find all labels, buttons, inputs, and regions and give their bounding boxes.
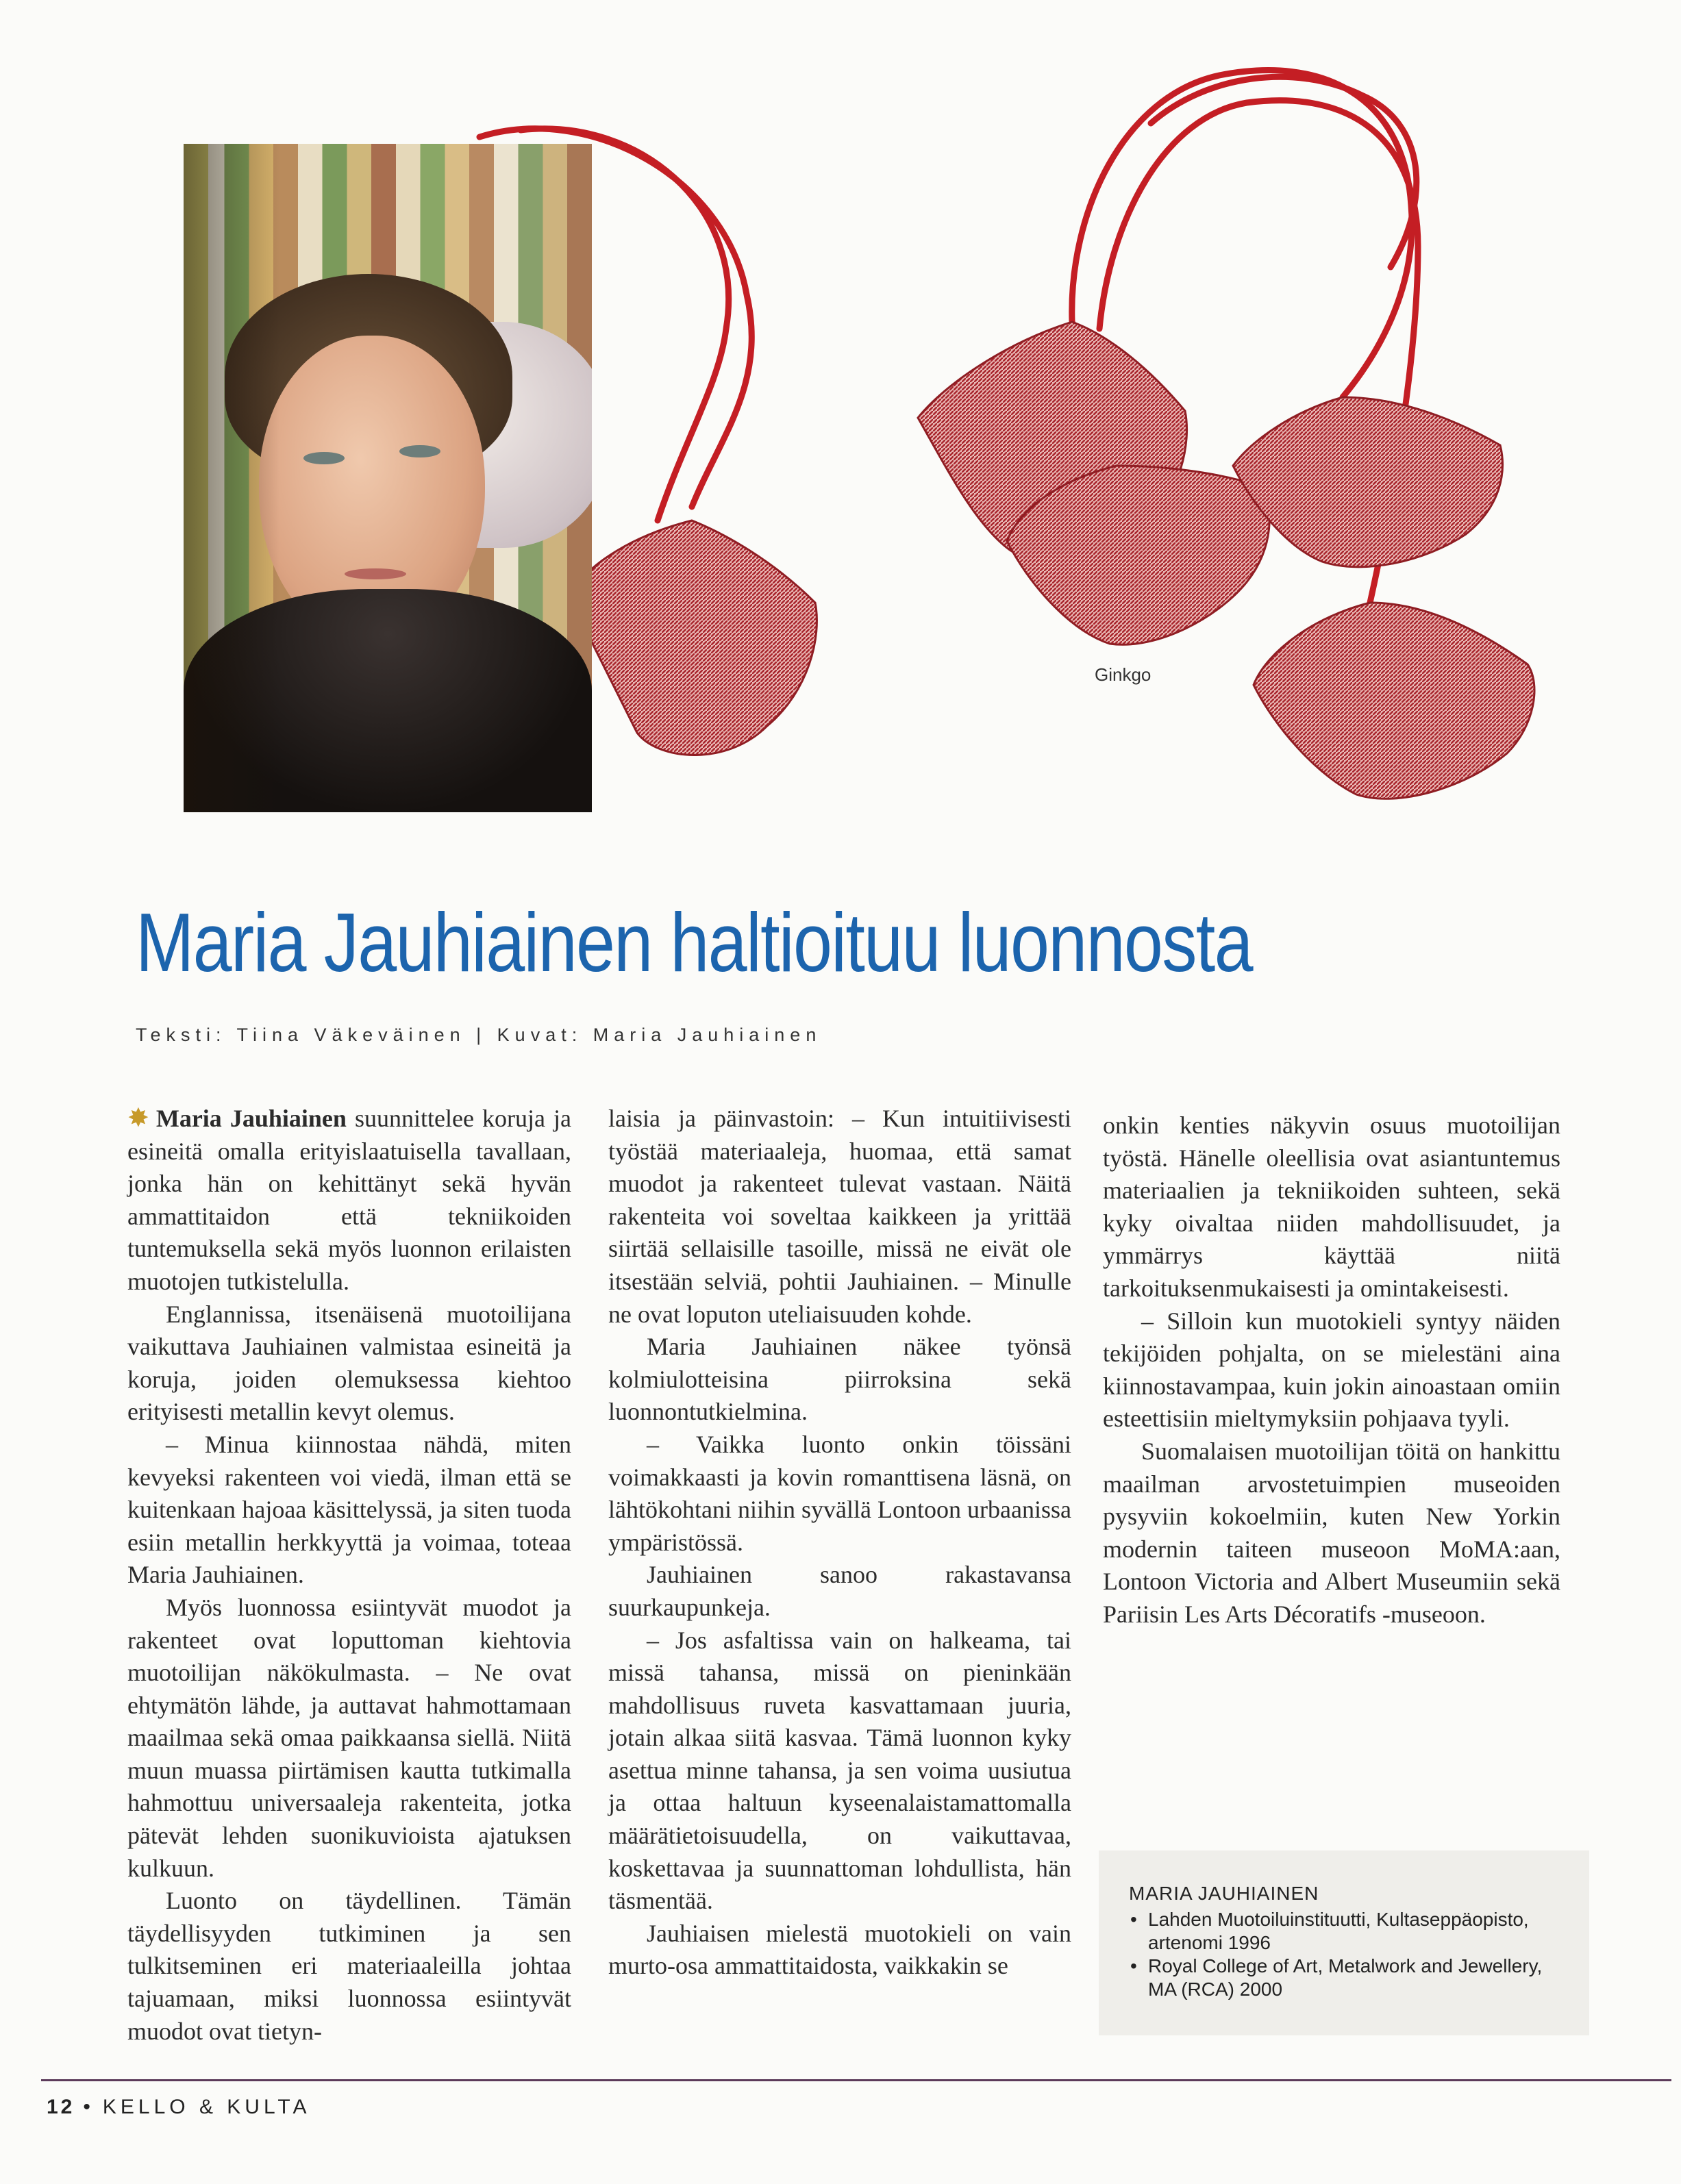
- mouth: [345, 568, 406, 579]
- paragraph: – Jos asfaltissa vain on halkeama, tai missä tahansa, missä on pieninkään mahdollisuus ruveta kasvattamaan juuria, jotain alkaa siitä kasvaa. Tämä luonnon kyky asettua minne tahansa, ja sen voima uusiutua ja ottaa haltuun kyseenalaistamattomalla määrätietoisuudella, on vaikuttavaa, koskettavaa ja suunnattoman lohdullista, hän täsmentää.: [608, 1626, 1071, 1915]
- footer-rule: [41, 2079, 1671, 2081]
- article-column-1: [127, 1103, 571, 2048]
- paragraph: – Vaikka luonto onkin töissäni voimakkaasti ja kovin romanttisena läsnä, on lähtökohtani niihin syvällä Lontoon urbaanissa ympäristössä.: [608, 1430, 1071, 1556]
- paragraph: ✸ Maria Jauhiainen suunnittelee koruja ja esineitä omalla erityislaatuisella tavallaan, jonka hän on kehittänyt sekä hyvän ammattitaidon että tekniikoiden tuntemuksella sekä myös luonnon erilaisten muotojen tutkistelulla.: [127, 1104, 572, 1295]
- infobox-item: • Lahden Muotoiluinstituutti, Kultaseppäopisto, artenomi 1996: [1129, 1908, 1567, 1955]
- lead-name: Maria Jauhiainen: [155, 1105, 347, 1132]
- paragraph: Suomalaisen muotoilijan töitä on hankittu maailman arvostetuimpien museoiden pysyviin kokoelmiin, kuten New Yorkin modernin taiteen museoon MoMA:aan, Lontoon Victoria and Albert Museumiin sekä Pariisin Les Arts Décoratifs -museoon.: [1103, 1437, 1560, 1628]
- page-footer: [47, 2096, 311, 2119]
- ginkgo-leaf-left: [569, 520, 817, 755]
- magazine-name: KELLO & KULTA: [102, 2096, 311, 2118]
- infobox-list: [1129, 1908, 1567, 2001]
- infobox-item: • Royal College of Art, Metalwork and Jewellery, MA (RCA) 2000: [1129, 1955, 1567, 2001]
- ginkgo-leaf-bottom: [1254, 603, 1534, 799]
- shadow: [184, 144, 279, 812]
- bullet-icon: •: [83, 2096, 95, 2118]
- paragraph: – Silloin kun muotokieli syntyy näiden tekijöiden pohjalta, on se mielestäni aina kiinnostavampaa, kuin jokin ainoastaan omiin esteettisiin mieltymyksiin pohjaava tyyli.: [1103, 1307, 1560, 1433]
- bio-infobox: [1099, 1850, 1589, 2035]
- paragraph: – Minua kiinnostaa nähdä, miten kevyeksi rakenteen voi viedä, ilman että se kuitenkaan hajoaa käsittelyssä, ja siten tuoda esiin metallin herkkyyttä ja voimaa, toteaa Maria Jauhiainen.: [127, 1430, 571, 1589]
- ginkgo-leaf-right: [1233, 397, 1502, 567]
- infobox-title: MARIA JAUHIAINEN: [1129, 1883, 1319, 1904]
- cord-right-c: [1151, 77, 1417, 267]
- eye-right: [399, 445, 440, 457]
- article-headline: Maria Jauhiainen haltioituu luonnosta: [136, 896, 1252, 989]
- paragraph: Myös luonnossa esiintyvät muodot ja rakenteet ovat loputtoman kiehtovia muotoilijan näkökulmasta. – Ne ovat ehtymätön lähde, ja auttavat hahmottamaan maailmaa sekä omaa paikkaansa siellä. Niitä muun muassa piirtämisen kautta tutkimalla hahmottuu universaaleja rakenteita, jotka pätevät lehden suonikuvioista ajatuksen kulkuun.: [127, 1593, 571, 1882]
- article-column-2: [608, 1103, 1071, 1983]
- paragraph: Luonto on täydellinen. Tämän täydellisyyden tutkiminen ja sen tulkitseminen eri materiaaleilla johtaa tajuamaan, miksi luonnossa esiintyvät muodot ovat tietyn-: [127, 1887, 571, 2045]
- paragraph: onkin kenties näkyvin osuus muotoilijan työstä. Hänelle oleellisia ovat asiantuntemus materiaalien ja tekniikoiden suhteen, sekä kyky oivaltaa niiden mahdollisuudet, ja ymmärrys käyttää niitä tarkoituksenmukaisesti ja omintakeisesti.: [1103, 1112, 1560, 1302]
- star-icon: ✸: [127, 1104, 149, 1133]
- photo-caption: Ginkgo: [1095, 664, 1151, 685]
- ginkgo-leaf-shapes: [569, 322, 1534, 799]
- portrait-photo: [184, 144, 592, 812]
- paragraph: Jauhiaisen mielestä muotokieli on vain murto-osa ammattitaidosta, vaikkakin se: [608, 1919, 1071, 1980]
- eye-left: [303, 452, 345, 464]
- paragraph: Jauhiainen sanoo rakastavansa suurkaupunkeja.: [608, 1561, 1071, 1621]
- article-column-3: [1103, 1109, 1560, 1631]
- byline: Teksti: Tiina Väkeväinen | Kuvat: Maria Jauhiainen: [136, 1025, 822, 1045]
- paragraph: Maria Jauhiainen näkee työnsä kolmiulotteisina piirroksina sekä luonnontutkielmina.: [608, 1333, 1071, 1426]
- paragraph: Englannissa, itsenäisenä muotoilijana vaikuttava Jauhiainen valmistaa esineitä ja koruja, joiden olemuksessa kiehtoo erityisesti metallin kevyt olemus.: [127, 1300, 571, 1426]
- page-number: 12: [47, 2096, 75, 2118]
- paragraph: laisia ja päinvastoin: – Kun intuitiivisesti työstää materiaaleja, huomaa, että samat muodot ja rakenteet tulevat vastaan. Näitä rakenteita voi soveltaa kaikkeen ja yrittää siirtää sellaisille tasoille, missä ne eivät ole itsestään selviä, pohtii Jauhiainen. – Minulle ne ovat loputon uteliaisuuden kohde.: [608, 1105, 1071, 1328]
